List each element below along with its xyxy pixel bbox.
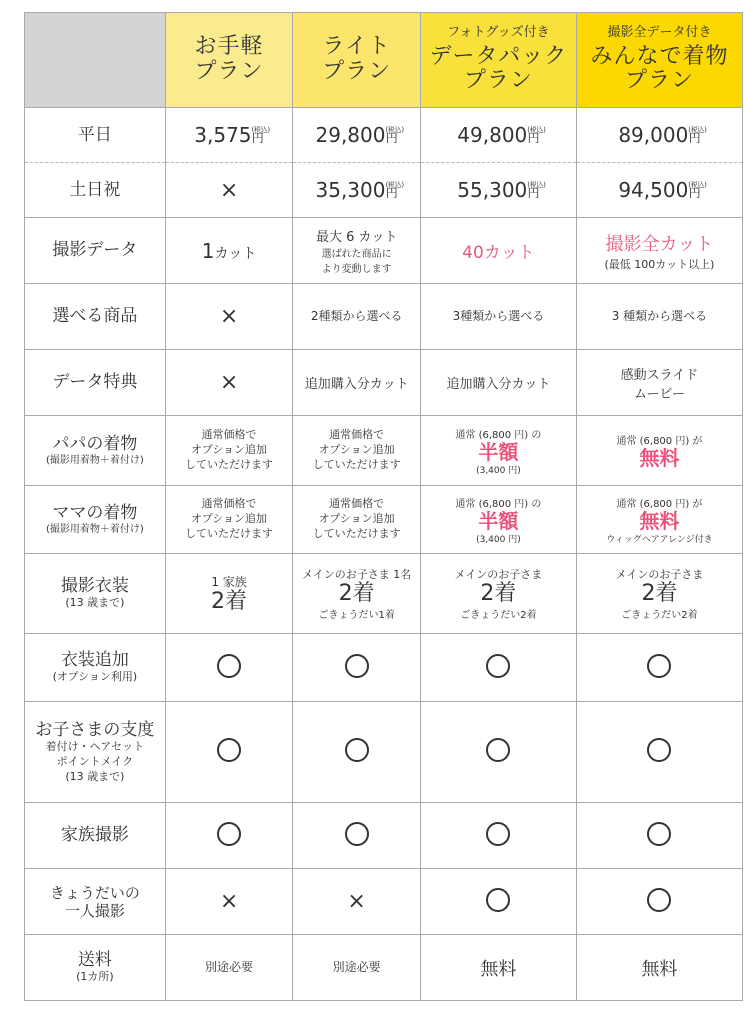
- discount-cell: [420, 486, 576, 554]
- cut-unit: カット: [214, 245, 257, 262]
- row-family-photo: [25, 803, 743, 869]
- note: 選ばれた商品に: [321, 249, 392, 260]
- note: していただけます: [312, 526, 401, 540]
- note: (最低 100カット以上): [604, 257, 715, 271]
- plan-name: プラン: [463, 68, 533, 94]
- note: オプション追加: [318, 443, 395, 457]
- circle-icon: [647, 822, 671, 846]
- plan-name: データパック: [429, 43, 568, 69]
- not-available-mark: ×: [165, 869, 293, 935]
- costume-cell: [420, 554, 576, 634]
- free-cell: [576, 486, 742, 554]
- row-label: [25, 554, 166, 634]
- not-available-mark: ×: [165, 350, 293, 416]
- note: (3,400 円): [476, 534, 521, 545]
- header-plan-minna-kimono: [576, 13, 742, 108]
- available-cell: [293, 634, 421, 702]
- row-label: [25, 935, 166, 1001]
- circle-icon: [217, 654, 241, 678]
- note: 通常 (6,800 円) が: [616, 498, 703, 510]
- row-papa-kimono: [25, 416, 743, 486]
- row-label: 撮影データ: [25, 218, 166, 284]
- cut-count: 最大 6 カット: [315, 230, 398, 245]
- shipping-value: 別途必要: [293, 935, 421, 1001]
- row-photo-data: [25, 218, 743, 284]
- option-note: [293, 416, 421, 486]
- available-cell: [293, 702, 421, 803]
- row-label-main: ママの着物: [52, 502, 138, 523]
- note: 1 家族: [211, 574, 247, 589]
- free-label: 無料: [639, 508, 680, 533]
- bonus-line: ムービー: [634, 386, 685, 402]
- free-cell: [576, 416, 742, 486]
- half-price-label: 半額: [478, 439, 519, 464]
- price-cell: [165, 108, 293, 163]
- plan-name: みんなで着物: [590, 43, 729, 69]
- row-label: [25, 634, 166, 702]
- yen-mark: 円: [527, 186, 540, 200]
- row-label: 家族撮影: [25, 803, 166, 869]
- note: 通常 (6,800 円) が: [616, 436, 703, 447]
- note: していただけます: [185, 526, 274, 540]
- available-cell: [420, 803, 576, 869]
- price-value: 89,000: [618, 123, 689, 147]
- plan-comparison-table: [24, 12, 743, 1001]
- price-value: 35,300: [315, 178, 386, 202]
- row-label-main: お子さまの支度: [35, 719, 155, 740]
- plan-name: お手軽: [194, 34, 264, 60]
- header-plan-otegaru: [165, 13, 293, 108]
- product-choice: 3 種類から選べる: [576, 284, 742, 350]
- row-label-sub: (撮影用着物＋着付け): [45, 455, 144, 467]
- yen-mark: 円: [385, 131, 398, 145]
- note: ごきょうだい2着: [621, 610, 698, 622]
- row-label-sub: ポイントメイク: [56, 754, 134, 768]
- cut-count: 撮影全カット: [605, 233, 714, 255]
- note: オプション追加: [318, 512, 395, 526]
- circle-icon: [647, 888, 671, 912]
- price-value: 3,575: [194, 123, 252, 147]
- costume-count: 2着: [641, 580, 678, 606]
- yen-mark: 円: [688, 186, 701, 200]
- discount-cell: [420, 416, 576, 486]
- note: していただけます: [185, 457, 274, 471]
- row-mama-kimono: [25, 486, 743, 554]
- row-label: 選べる商品: [25, 284, 166, 350]
- header-row: [25, 13, 743, 108]
- yen-mark: 円: [527, 131, 540, 145]
- data-cell: [293, 218, 421, 284]
- note: ウィッグヘアアレンジ付き: [606, 534, 713, 545]
- row-label-sub: (撮影用着物＋着付け): [45, 524, 144, 536]
- bonus-value: 追加購入分カット: [420, 350, 576, 416]
- note: ごきょうだい1着: [318, 610, 395, 622]
- tax-mark: (税込): [385, 181, 404, 189]
- cut-count: 40カット: [420, 218, 576, 284]
- row-label: 平日: [25, 108, 166, 163]
- row-label-main: 撮影衣装: [60, 575, 129, 596]
- available-cell: [576, 702, 742, 803]
- option-note: [165, 416, 293, 486]
- row-label-main: パパの着物: [52, 433, 138, 454]
- option-note: [293, 486, 421, 554]
- free-label: 無料: [639, 446, 680, 470]
- note: メインのお子さま: [454, 567, 543, 581]
- data-cell: [576, 218, 742, 284]
- note: メインのお子さま: [615, 567, 704, 581]
- note: 通常 (6,800 円) の: [455, 498, 542, 510]
- plan-name: プラン: [194, 59, 264, 84]
- bonus-line: 感動スライド: [620, 367, 699, 383]
- header-plan-datapack: [420, 13, 576, 108]
- circle-icon: [647, 738, 671, 762]
- available-cell: [576, 869, 742, 935]
- price-cell: [576, 108, 742, 163]
- plan-name: プラン: [624, 68, 694, 94]
- available-cell: [576, 634, 742, 702]
- available-cell: [165, 803, 293, 869]
- plan-name: ライト: [322, 34, 391, 60]
- tax-mark: (税込): [251, 126, 270, 134]
- note: (3,400 円): [476, 465, 521, 476]
- cut-count: 1: [201, 238, 215, 263]
- plan-subtitle: 撮影全データ付き: [607, 25, 712, 41]
- row-label: [25, 416, 166, 486]
- tax-mark: (税込): [527, 126, 546, 134]
- price-value: 94,500: [618, 178, 689, 202]
- row-weekday: [25, 108, 743, 163]
- note: メインのお子さま 1名: [302, 567, 412, 581]
- circle-icon: [345, 738, 369, 762]
- plan-name: プラン: [322, 59, 392, 84]
- shipping-value: 別途必要: [165, 935, 293, 1001]
- row-label-main: 衣装追加: [60, 649, 129, 670]
- plan-subtitle: フォトグッズ付き: [447, 25, 550, 41]
- data-cell: [165, 218, 293, 284]
- bonus-value: 追加購入分カット: [293, 350, 421, 416]
- row-sibling-solo: [25, 869, 743, 935]
- shipping-value: 無料: [420, 935, 576, 1001]
- row-costume: [25, 554, 743, 634]
- note: 通常価格で: [329, 428, 385, 442]
- row-label-sub: (オプション利用): [52, 670, 138, 684]
- tax-mark: (税込): [385, 126, 404, 134]
- bonus-value: [576, 350, 742, 416]
- circle-icon: [217, 738, 241, 762]
- costume-count: 2着: [338, 580, 375, 606]
- row-label: [25, 486, 166, 554]
- row-label-main: きょうだいの: [49, 883, 140, 902]
- circle-icon: [217, 822, 241, 846]
- circle-icon: [486, 822, 510, 846]
- yen-mark: 円: [688, 131, 701, 145]
- available-cell: [420, 869, 576, 935]
- note: オプション追加: [191, 443, 268, 457]
- circle-icon: [345, 654, 369, 678]
- price-cell: [293, 108, 421, 163]
- row-label-sub: (13 歳まで): [65, 769, 125, 783]
- circle-icon: [345, 822, 369, 846]
- row-label: [25, 869, 166, 935]
- option-note: [165, 486, 293, 554]
- not-available-mark: ×: [293, 869, 421, 935]
- shipping-value: 無料: [576, 935, 742, 1001]
- available-cell: [420, 702, 576, 803]
- note: 通常価格で: [201, 428, 257, 442]
- available-cell: [420, 634, 576, 702]
- costume-count: 2着: [211, 588, 248, 614]
- note: していただけます: [312, 457, 401, 471]
- circle-icon: [647, 654, 671, 678]
- note: 通常価格で: [329, 497, 385, 511]
- row-label-main: 送料: [77, 949, 112, 970]
- row-label-sub: (13 歳まで): [65, 596, 125, 610]
- row-data-bonus: [25, 350, 743, 416]
- row-products: [25, 284, 743, 350]
- not-available-mark: ×: [165, 163, 293, 218]
- not-available-mark: ×: [165, 284, 293, 350]
- row-label: [25, 702, 166, 803]
- tax-mark: (税込): [688, 181, 707, 189]
- available-cell: [293, 803, 421, 869]
- price-value: 49,800: [457, 123, 528, 147]
- note: より変動します: [321, 264, 392, 275]
- price-cell: [420, 163, 576, 218]
- row-costume-add: [25, 634, 743, 702]
- price-cell: [576, 163, 742, 218]
- row-label-sub: (1カ所): [76, 970, 114, 984]
- row-shipping: [25, 935, 743, 1001]
- header-corner: [25, 13, 166, 108]
- row-child-prep: [25, 702, 743, 803]
- available-cell: [576, 803, 742, 869]
- product-choice: 3種類から選べる: [420, 284, 576, 350]
- row-label-sub: 着付け・ヘアセット: [45, 739, 145, 753]
- tax-mark: (税込): [688, 126, 707, 134]
- product-choice: 2種類から選べる: [293, 284, 421, 350]
- header-plan-light: [293, 13, 421, 108]
- price-cell: [420, 108, 576, 163]
- circle-icon: [486, 654, 510, 678]
- available-cell: [165, 702, 293, 803]
- costume-cell: [576, 554, 742, 634]
- half-price-label: 半額: [478, 508, 519, 533]
- tax-mark: (税込): [527, 181, 546, 189]
- yen-mark: 円: [385, 186, 398, 200]
- yen-mark: 円: [251, 131, 264, 145]
- available-cell: [165, 634, 293, 702]
- row-label: データ特典: [25, 350, 166, 416]
- note: 通常価格で: [201, 497, 257, 511]
- costume-cell: [293, 554, 421, 634]
- price-value: 55,300: [457, 178, 528, 202]
- note: オプション追加: [191, 512, 268, 526]
- note: ごきょうだい2着: [460, 610, 537, 622]
- costume-cell: [165, 554, 293, 634]
- row-weekend: [25, 163, 743, 218]
- row-label: 土日祝: [25, 163, 166, 218]
- note: 通常 (6,800 円) の: [455, 429, 542, 441]
- costume-count: 2着: [480, 580, 517, 606]
- row-label-main: 一人撮影: [64, 901, 125, 920]
- circle-icon: [486, 738, 510, 762]
- circle-icon: [486, 888, 510, 912]
- price-cell: [293, 163, 421, 218]
- price-value: 29,800: [315, 123, 386, 147]
